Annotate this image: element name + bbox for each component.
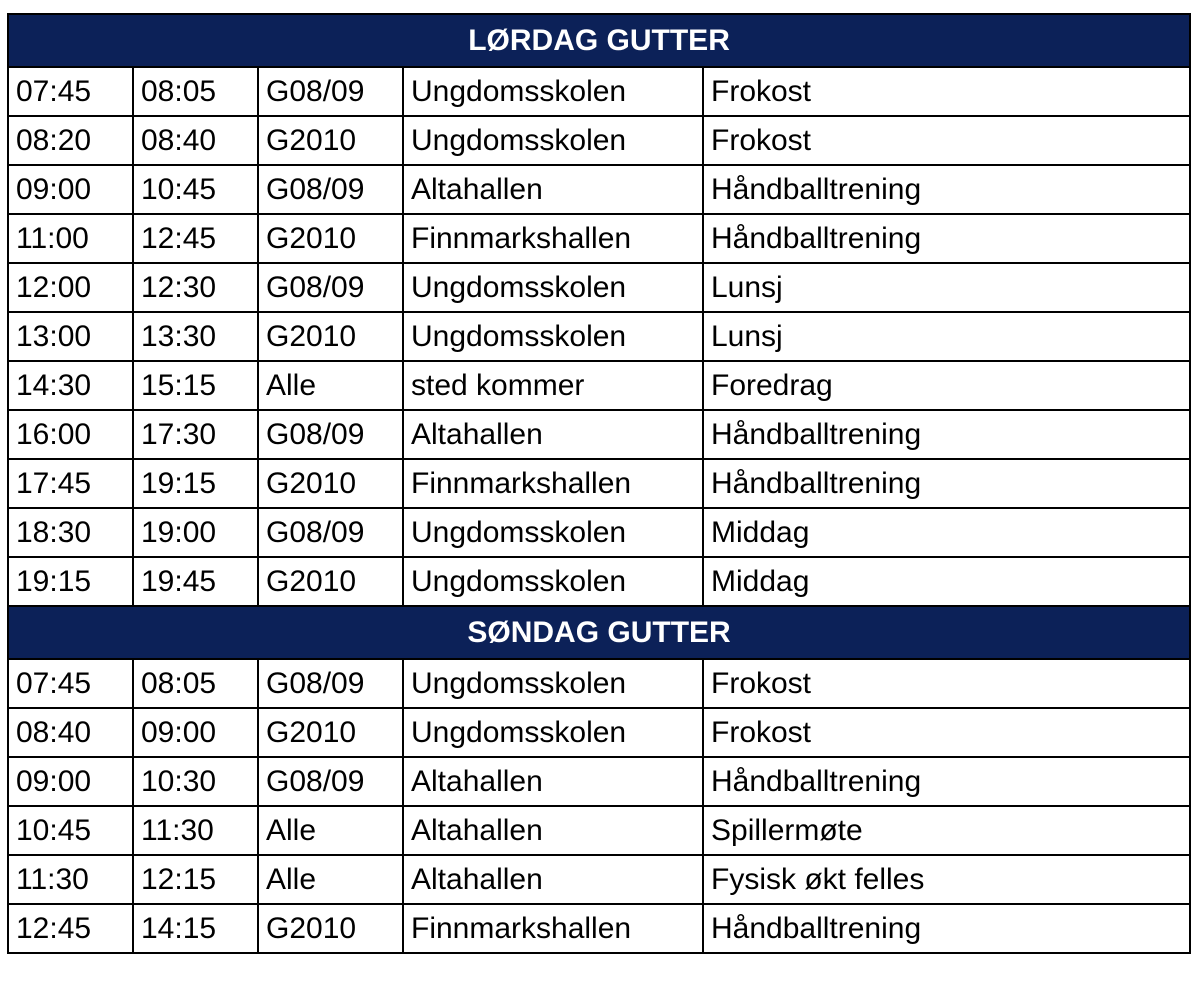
group-cell: Alle [258, 361, 403, 410]
start-time-cell: 16:00 [8, 410, 133, 459]
end-time-cell: 11:30 [133, 806, 258, 855]
activity-cell: Frokost [703, 708, 1190, 757]
start-time-cell: 09:00 [8, 757, 133, 806]
activity-cell: Fysisk økt felles [703, 855, 1190, 904]
start-time-cell: 08:20 [8, 116, 133, 165]
location-cell: Altahallen [403, 410, 703, 459]
start-time-cell: 18:30 [8, 508, 133, 557]
location-cell: Ungdomsskolen [403, 659, 703, 708]
table-row [8, 557, 1190, 606]
activity-cell: Håndballtrening [703, 214, 1190, 263]
table-row [8, 806, 1190, 855]
table-row [8, 410, 1190, 459]
activity-cell: Håndballtrening [703, 459, 1190, 508]
table-row [8, 116, 1190, 165]
section-header-row [8, 606, 1190, 659]
activity-cell: Middag [703, 508, 1190, 557]
table-row [8, 708, 1190, 757]
activity-cell: Spillermøte [703, 806, 1190, 855]
end-time-cell: 12:15 [133, 855, 258, 904]
table-row [8, 263, 1190, 312]
start-time-cell: 08:40 [8, 708, 133, 757]
group-cell: Alle [258, 806, 403, 855]
end-time-cell: 10:30 [133, 757, 258, 806]
group-cell: G08/09 [258, 508, 403, 557]
start-time-cell: 07:45 [8, 659, 133, 708]
start-time-cell: 09:00 [8, 165, 133, 214]
end-time-cell: 12:30 [133, 263, 258, 312]
start-time-cell: 14:30 [8, 361, 133, 410]
activity-cell: Lunsj [703, 312, 1190, 361]
end-time-cell: 10:45 [133, 165, 258, 214]
start-time-cell: 10:45 [8, 806, 133, 855]
activity-cell: Frokost [703, 67, 1190, 116]
schedule-table [7, 13, 1191, 954]
start-time-cell: 11:00 [8, 214, 133, 263]
table-row [8, 459, 1190, 508]
group-cell: G2010 [258, 459, 403, 508]
activity-cell: Håndballtrening [703, 410, 1190, 459]
section-header-row [8, 14, 1190, 67]
location-cell: Ungdomsskolen [403, 708, 703, 757]
group-cell: G2010 [258, 904, 403, 953]
group-cell: Alle [258, 855, 403, 904]
location-cell: Finnmarkshallen [403, 459, 703, 508]
group-cell: G2010 [258, 116, 403, 165]
section-title: SØNDAG GUTTER [8, 606, 1190, 659]
location-cell: Ungdomsskolen [403, 508, 703, 557]
end-time-cell: 12:45 [133, 214, 258, 263]
group-cell: G08/09 [258, 67, 403, 116]
table-row [8, 165, 1190, 214]
location-cell: Altahallen [403, 806, 703, 855]
schedule-sheet [7, 13, 1189, 954]
start-time-cell: 19:15 [8, 557, 133, 606]
start-time-cell: 12:00 [8, 263, 133, 312]
group-cell: G08/09 [258, 410, 403, 459]
activity-cell: Foredrag [703, 361, 1190, 410]
activity-cell: Håndballtrening [703, 165, 1190, 214]
table-row [8, 659, 1190, 708]
group-cell: G08/09 [258, 659, 403, 708]
activity-cell: Lunsj [703, 263, 1190, 312]
section-title: LØRDAG GUTTER [8, 14, 1190, 67]
end-time-cell: 13:30 [133, 312, 258, 361]
location-cell: Ungdomsskolen [403, 557, 703, 606]
group-cell: G2010 [258, 214, 403, 263]
start-time-cell: 17:45 [8, 459, 133, 508]
group-cell: G2010 [258, 312, 403, 361]
end-time-cell: 17:30 [133, 410, 258, 459]
group-cell: G2010 [258, 708, 403, 757]
activity-cell: Håndballtrening [703, 904, 1190, 953]
table-row [8, 757, 1190, 806]
start-time-cell: 13:00 [8, 312, 133, 361]
activity-cell: Frokost [703, 116, 1190, 165]
table-row [8, 361, 1190, 410]
group-cell: G08/09 [258, 757, 403, 806]
table-row [8, 67, 1190, 116]
location-cell: Ungdomsskolen [403, 263, 703, 312]
location-cell: Finnmarkshallen [403, 214, 703, 263]
location-cell: Ungdomsskolen [403, 312, 703, 361]
location-cell: Altahallen [403, 855, 703, 904]
location-cell: Altahallen [403, 165, 703, 214]
location-cell: Finnmarkshallen [403, 904, 703, 953]
end-time-cell: 09:00 [133, 708, 258, 757]
activity-cell: Middag [703, 557, 1190, 606]
start-time-cell: 11:30 [8, 855, 133, 904]
table-row [8, 904, 1190, 953]
group-cell: G2010 [258, 557, 403, 606]
table-row [8, 508, 1190, 557]
location-cell: Ungdomsskolen [403, 67, 703, 116]
table-row [8, 312, 1190, 361]
activity-cell: Frokost [703, 659, 1190, 708]
location-cell: sted kommer [403, 361, 703, 410]
start-time-cell: 12:45 [8, 904, 133, 953]
start-time-cell: 07:45 [8, 67, 133, 116]
table-row [8, 855, 1190, 904]
end-time-cell: 08:05 [133, 659, 258, 708]
end-time-cell: 19:45 [133, 557, 258, 606]
table-row [8, 214, 1190, 263]
group-cell: G08/09 [258, 263, 403, 312]
end-time-cell: 19:15 [133, 459, 258, 508]
end-time-cell: 15:15 [133, 361, 258, 410]
location-cell: Ungdomsskolen [403, 116, 703, 165]
end-time-cell: 08:05 [133, 67, 258, 116]
location-cell: Altahallen [403, 757, 703, 806]
end-time-cell: 19:00 [133, 508, 258, 557]
end-time-cell: 08:40 [133, 116, 258, 165]
activity-cell: Håndballtrening [703, 757, 1190, 806]
schedule-body [8, 14, 1190, 953]
end-time-cell: 14:15 [133, 904, 258, 953]
group-cell: G08/09 [258, 165, 403, 214]
